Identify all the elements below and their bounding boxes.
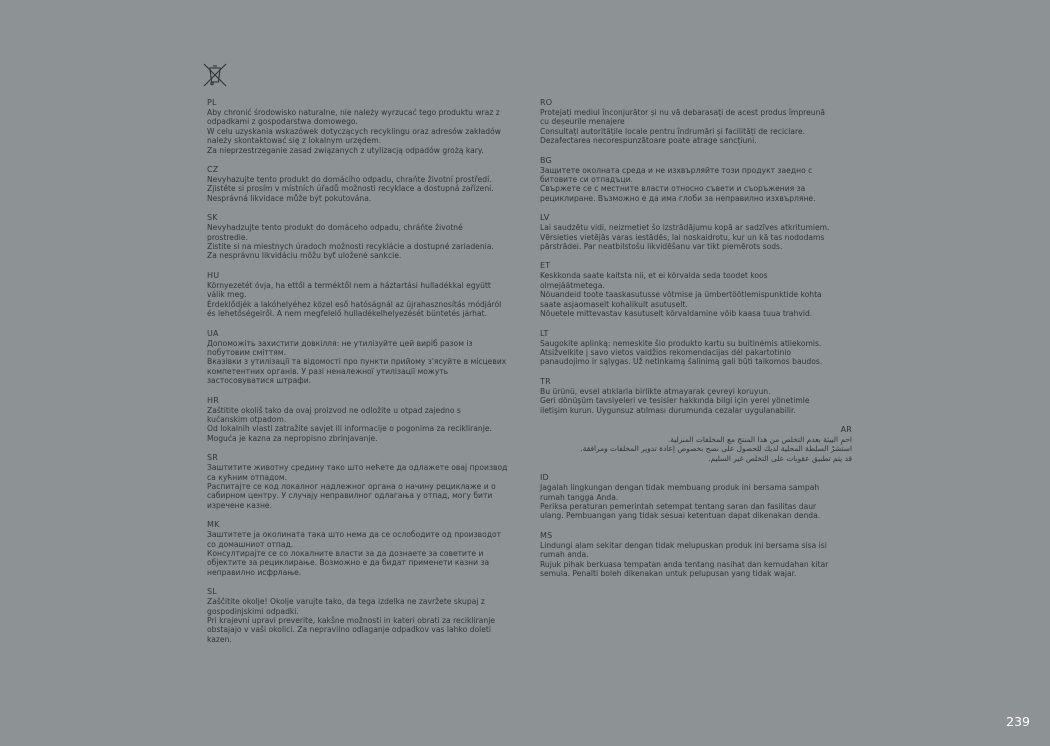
language-section-lt — [540, 329, 852, 367]
disposal-instructions: Zaščitite okolje! Okolje varujte tako, da tega izdelka ne zavržete skupaj z gospodinjskimi odpadki. Pri krajevni upravi preverite, kakšne možnosti in kateri obrati za recikliranje obstajajo v vaši okolici. Za nepravilno odlaganje odpadkov vas lahko doleti kazen. — [207, 597, 495, 644]
disposal-instructions: Saugokite aplinką: nemeskite šio produkto kartu su buitinėmis atliekomis. Atsižvelkite į savo vietos valdžios rekomendacijas dėl pakartotinio panaudojimo ir sąlygas. Už netinkamą šalinimą gali būti taikomos baudos. — [540, 338, 823, 367]
disposal-instructions: Nevyhazujte tento produkt do domácího odpadu, chraňte životní prostředí. Zjistěte si prosím v místních úřadů možnosti recyklace a dostupná zařízení. Nesprávná likvidace může být pokutována. — [207, 175, 494, 203]
language-section-bg — [540, 156, 852, 204]
language-code: LV — [540, 213, 550, 223]
language-section-hr — [207, 396, 519, 444]
language-code: PL — [207, 98, 217, 107]
language-code: RO — [540, 98, 553, 107]
language-section-mk — [207, 520, 519, 577]
disposal-instructions: احمِ البيئة بعدم التخلص من هذا المنتج مع المخلفات المنزلية. استشرْ السلطة المحلية لديك للحصول على نصح بخصوص إعادة تدوير المخلفات ومرافقة. قد يتم تطبيق عقوبات على التخلص غير السليم. — [580, 434, 852, 463]
disposal-instructions: Защитете околната среда и не изхвърляйте този продукт заедно с битовите си отпадъци. Свържете се с местните власти относно съвети и съоръжения за рециклиране. Възможно е да има глоби за неправилно изхвърляне. — [540, 165, 816, 203]
language-code: MK — [207, 520, 220, 530]
language-code: ET — [540, 261, 551, 271]
language-section-cz — [207, 165, 519, 203]
language-section-sl — [207, 587, 519, 644]
language-section-sr — [207, 453, 519, 510]
language-code: CZ — [207, 165, 219, 175]
language-section-ua — [207, 329, 519, 386]
language-code: MS — [540, 530, 553, 540]
language-section-id — [540, 473, 852, 521]
disposal-instructions: Lai saudzētu vidi, neizmetiet šo izstrādājumu kopā ar sadzīves atkritumiem. Vērsieties vietējās varas iestādēs, lai noskaidrotu, kur un kā tas nododams pārstrādei. Par neatbilstošu likvidēšanu var tikt piemērots sods. — [540, 223, 830, 252]
disposal-instructions: Заштитете ја околината така што нема да се ослободите од производот со домашниот отпад. Консултирајте се со локалните власти за да дознаете за советите и објектите за рециклирање. Возможно е да бидат применети казни за неправилно исфрлање. — [207, 530, 502, 577]
language-section-ms — [540, 531, 852, 579]
language-section-ro — [540, 98, 852, 146]
crossed-out-wheelie-bin-icon — [203, 62, 227, 88]
disposal-instructions: Заштитите животну средину тако што нећете да одлажете овај производ са кућним отпадом. Распитајте се код локалног надлежног органа о начину рециклаже и о сабирном центру. У случају неправилног одлагања у отпад, могу бити изречене казне. — [207, 463, 508, 510]
disposal-instructions: Jagalah lingkungan dengan tidak membuang produk ini bersama sampah rumah tangga Anda. Periksa peraturan pemerintah setempat tentang saran dan fasilitas daur ulang. Pembuangan yang tidak sesuai ketentuan dapat dikenakan denda. — [540, 483, 821, 521]
page-number: 239 — [1006, 714, 1030, 729]
disposal-instructions: Protejați mediul înconjurător și nu vă debarasați de acest produs împreună cu deșeurile menajere Consultați autoritățile locale pentru îndrumări și facilități de reciclare. Dezafectarea necorespunzătoare poate atrage sancțiuni. — [540, 108, 826, 146]
language-code: UA — [207, 328, 219, 338]
disposal-instructions: Keskkonda saate kaitsta nii, et ei kõrvalda seda toodet koos olmejäätmetega. Nõuandeid toote taaskasutusse võtmise ja ümbertöötlemispunktide kohta saate asjaomaselt kohalikult asutuselt. Nõuetele mittevastav kasutuselt kõrvaldamine võib kaasa tuua trahvid. — [540, 271, 822, 319]
language-section-lv — [540, 213, 852, 251]
disposal-instructions: Aby chronić środowisko naturalne, nie należy wyrzucać tego produktu wraz z odpadkami z gospodarstwa domowego. W celu uzyskania wskazówek dotyczących recyklingu oraz adresów zakładów należy skontaktować się z lokalnym urzędem. Za nieprzestrzeganie zasad związanych z utylizacją odpadów grożą kary. — [207, 108, 501, 155]
language-code: SL — [207, 587, 217, 597]
language-section-ar — [540, 425, 852, 463]
language-code: HU — [207, 270, 220, 280]
language-code: HR — [207, 395, 219, 405]
language-section-sk — [207, 213, 519, 261]
language-code: BG — [540, 155, 552, 165]
disposal-instructions: Bu ürünü, evsel atıklarla birlikte atmayarak çevreyi koruyun. Geri dönüşüm tavsiyeleri ve tesisler hakkında bilgi için yerel yönetimle iletişim kurun. Uygunsuz atılması durumunda cezalar uygulanabilir. — [540, 386, 810, 415]
language-code: SR — [207, 453, 219, 463]
language-section-et — [540, 261, 852, 318]
language-code: LT — [540, 328, 549, 338]
disposal-instructions: Допоможіть захистити довкілля: не утилізуйте цей виріб разом із побутовим сміттям. Вказівки з утилізації та відомості про пункти прийому з'ясуйте в місцевих компетентних органів. У разі неналежної утилізації можуть застосовуватися штрафи. — [207, 338, 507, 386]
language-code: TR — [540, 376, 551, 386]
disposal-instructions: Lindungi alam sekitar dengan tidak melupuskan produk ini bersama sisa isi rumah anda. Rujuk pihak berkuasa tempatan anda tentang nasihat dan kemudahan kitar semula. Penalti boleh dikenakan untuk pelupusan yang tidak wajar. — [540, 540, 829, 578]
disposal-instructions: Nevyhadzujte tento produkt do domáceho odpadu, chráňte životné prostredie. Zistite si na miestnych úradoch možnosti recyklácie a dostupné zariadenia. Za nesprávnu likvidáciu môžu byť uložené sankcie. — [207, 223, 494, 261]
disposal-instructions: Környezetét óvja, ha ettől a terméktől nem a háztartási hulladékkal együtt válik meg. Érdeklődjék a lakóhelyéhez közel eső hatóságnál az újrahasznosítás módjáról és lehetőségeiről. A nem megfelelő hulladékelhelyezését büntetés járhat. — [207, 280, 502, 319]
language-code: AR — [840, 424, 852, 434]
language-section-tr — [540, 377, 852, 415]
disposal-instructions: Zaštitite okoliš tako da ovaj proizvod ne odložite u otpad zajedno s kućanskim otpadom. Od lokalnih vlasti zatražite savjet ili informacije o pogonima za recikliranje. Moguća je kazna za nepropisno zbrinjavanje. — [207, 405, 492, 443]
language-code: SK — [207, 213, 218, 223]
language-code: ID — [540, 473, 549, 483]
language-section-pl — [207, 98, 519, 155]
left-column — [207, 98, 519, 654]
language-section-hu — [207, 271, 519, 319]
right-column — [540, 98, 852, 588]
